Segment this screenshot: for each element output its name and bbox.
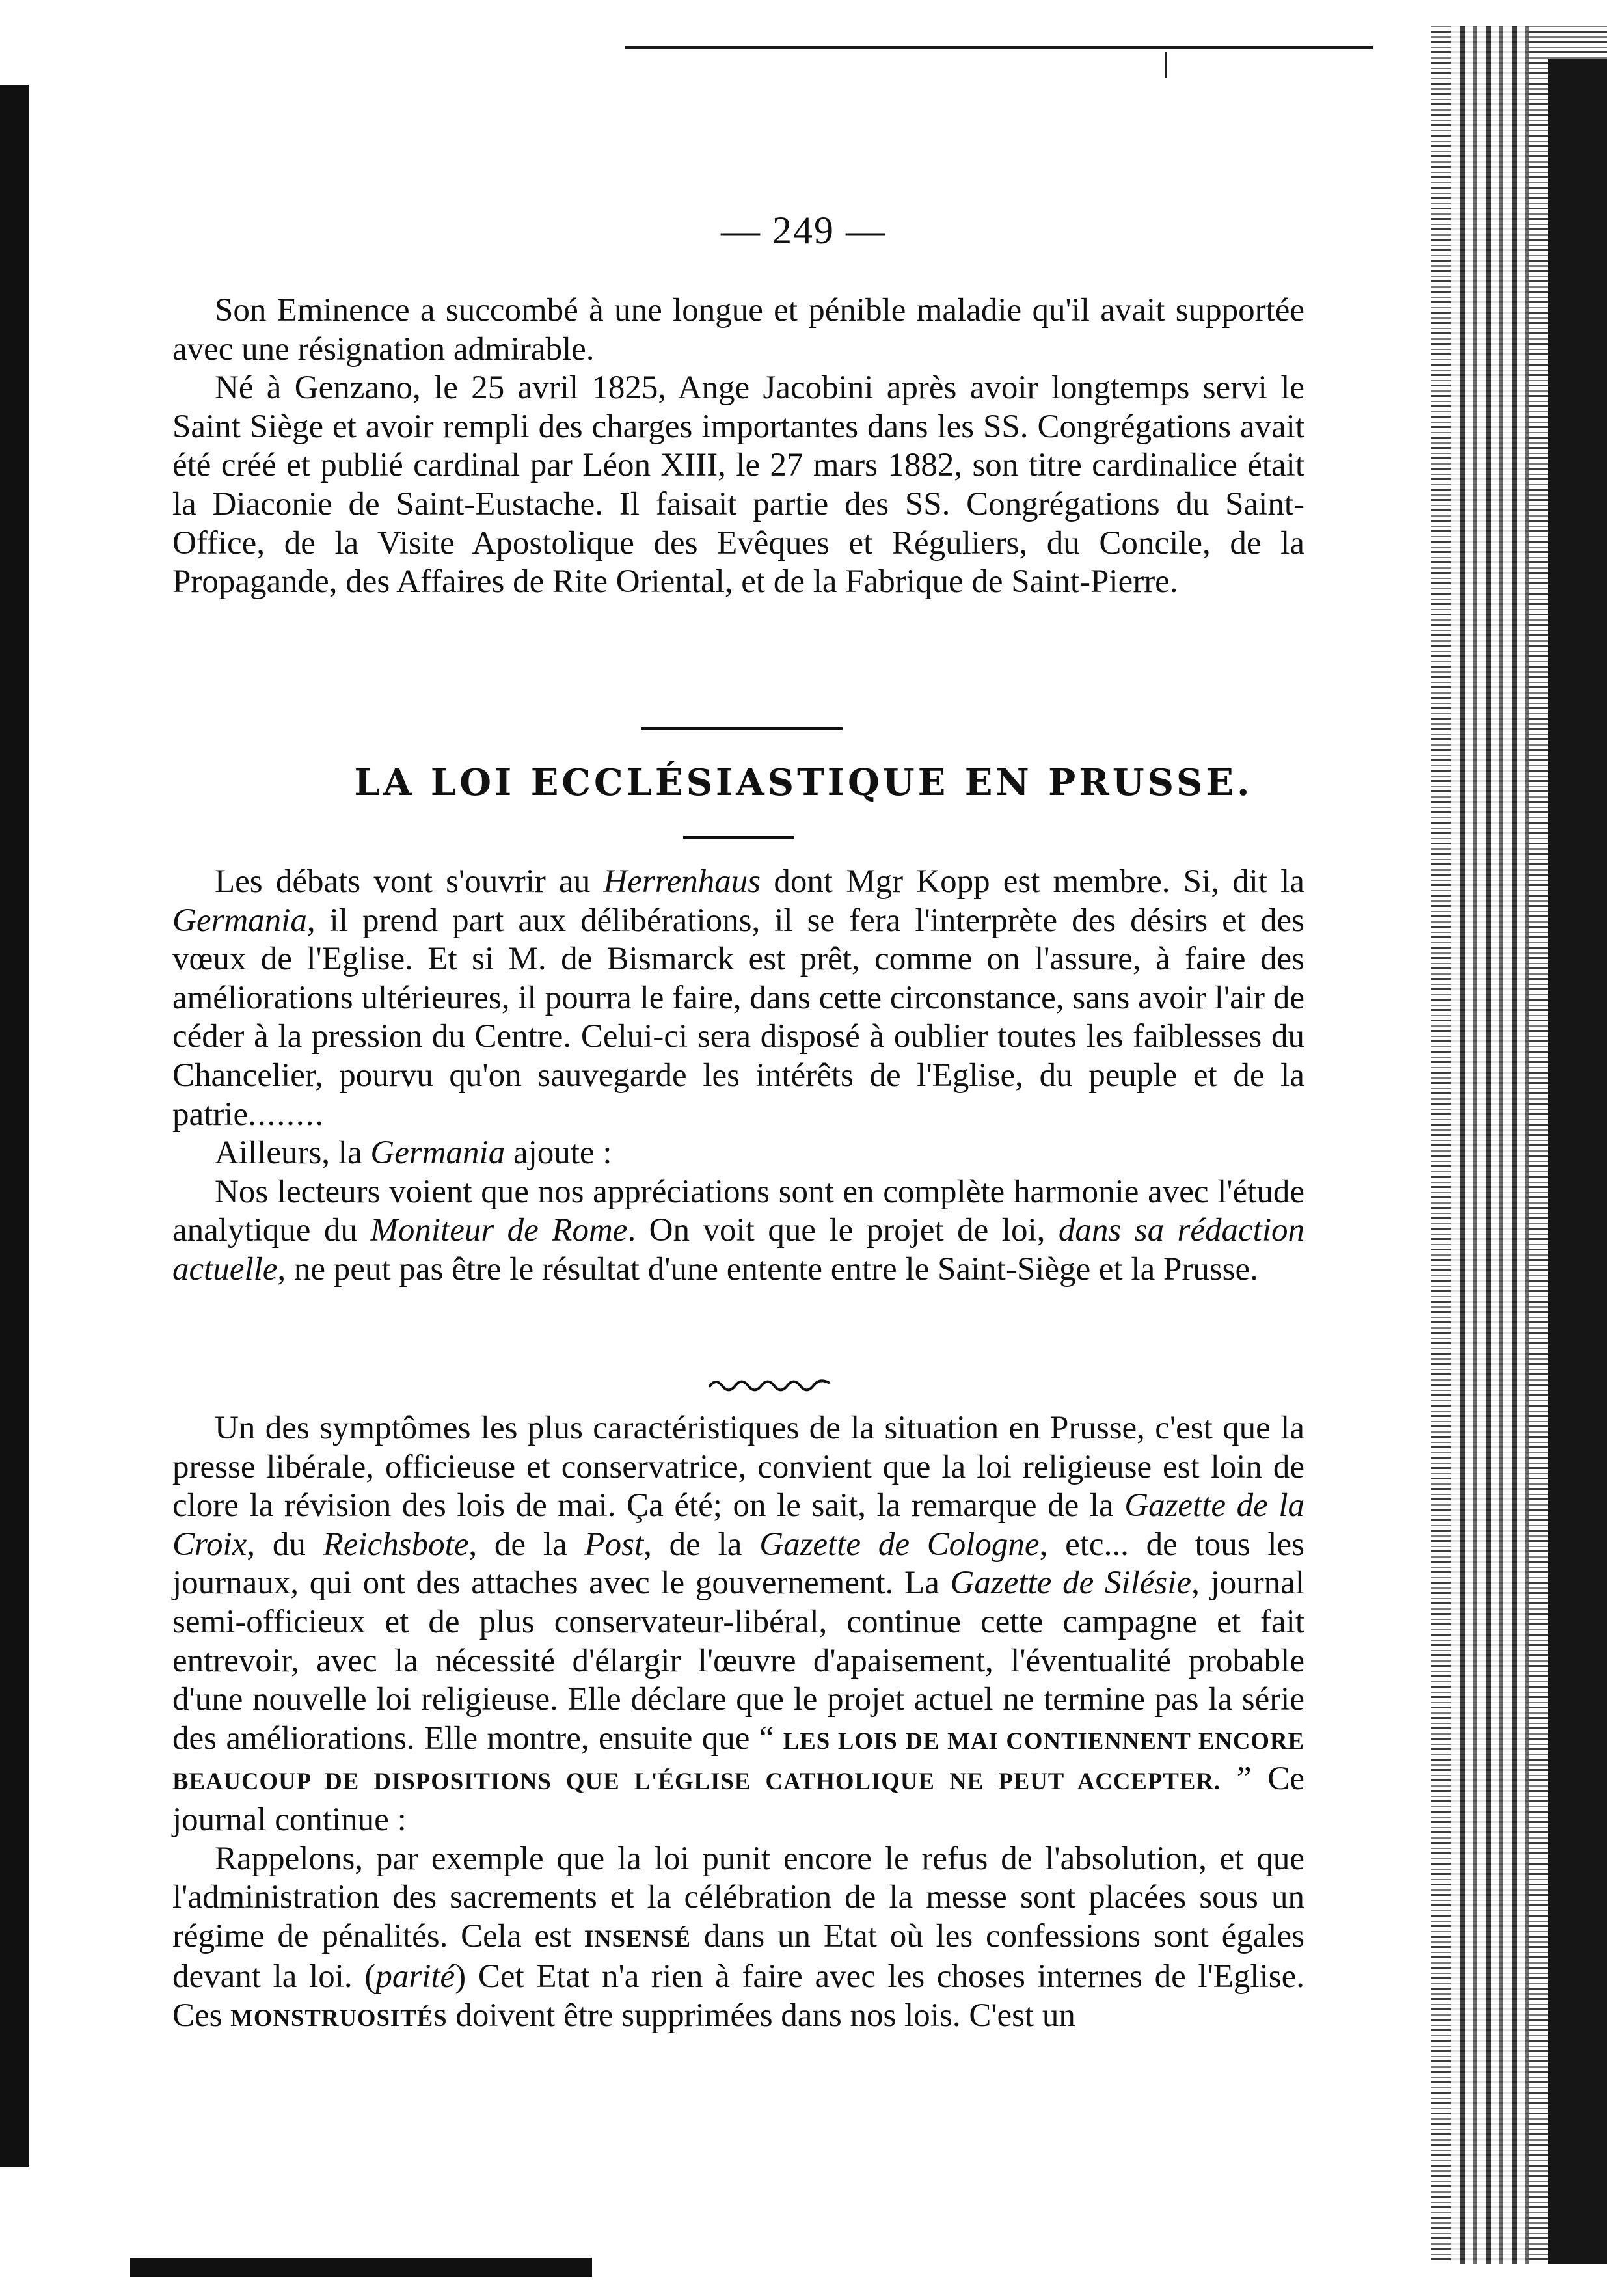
text-run: , ne peut pas être le résultat d'une entente entre le Saint-Siège et la Prusse. — [277, 1250, 1258, 1288]
text-run: Rappelons, par exemple que la loi punit encore le refus de l'absolution, et que l'administration des sacrements et la célébration de la messe sont placées sous un régime de pénalités. Cela est — [172, 1840, 1304, 1954]
italic-term: parité — [375, 1958, 455, 1995]
text-run: doivent être supprimées dans nos lois. C'est un — [447, 1997, 1075, 2034]
italic-term: Reichsbote — [323, 1526, 469, 1563]
text-run: , journal semi-officieux et de plus conservateur-libéral, continue cette campagne et fait entrevoir, avec la nécessité d'élargir l'œuvre d'apaisement, l'éventualité probable d'une nouvelle loi religieuse. Elle déclare que le projet actuel ne termine pas la série des améliorations. Elle montre, ensuite que “ — [172, 1565, 1304, 1757]
text-run: Un des symptômes les plus caractéristiques de la situation en Prusse, c'est que la presse libérale, officieuse et conservatrice, convient que la loi religieuse est loin de clore la révision des lois de mai. Ça été; on le sait, la remarque de la — [172, 1410, 1304, 1524]
paragraph — [172, 1173, 1304, 1290]
paragraph — [172, 1840, 1304, 2038]
text-run: , du — [247, 1526, 323, 1563]
page-number: — 249 — — [721, 209, 886, 252]
paragraph: Né à Genzano, le 25 avril 1825, Ange Jacobini après avoir longtemps servi le Saint Siège et avoir rempli des charges importantes dans les SS. Congrégations avait été créé et publié cardinal par Léon XIII, le 27 mars 1882, son titre cardinalice était la Diaconie de Saint-Eustache. Il faisait partie des SS. Congrégations du Saint-Office, de la Visite Apostolique des Evêques et Réguliers, du Concile, de la Propagande, des Affaires de Rite Oriental, et de la Fabrique de Saint-Pierre. — [172, 370, 1304, 601]
italic-term: Gazette de la Croix — [172, 1487, 1304, 1563]
italic-term: Post — [584, 1526, 644, 1563]
small-caps-word: INSENSÉ — [584, 1925, 691, 1952]
paragraph — [172, 863, 1304, 1134]
section-title: LA LOI ECCLÉSIASTIQUE EN PRUSSE. — [354, 761, 1253, 804]
italic-term: Gazette de Silésie — [950, 1565, 1192, 1602]
article-body-2 — [172, 1409, 1304, 2038]
italic-term: Germania — [370, 1135, 506, 1172]
scan-right-edge-texture — [1451, 26, 1529, 2264]
text-run: , de la — [468, 1526, 585, 1563]
scan-bottom-edge — [130, 2258, 592, 2277]
small-caps-word: MONSTRUOSITÉS — [230, 2004, 448, 2031]
scan-top-edge — [625, 46, 1373, 49]
text-run: Ailleurs, la — [215, 1135, 371, 1172]
section-divider — [641, 727, 843, 730]
scan-left-edge — [0, 85, 29, 2167]
text-run: ” Ce journal continue : — [172, 1761, 1304, 1838]
title-underline — [683, 836, 794, 839]
scan-right-edge-dark — [1548, 59, 1607, 2264]
italic-term: dans sa rédaction actuelle — [172, 1212, 1305, 1288]
small-caps-quote: LES LOIS DE MAI CONTIENNENT ENCORE BEAUCOUP DE DISPOSITIONS QUE L'ÉGLISE CATHOLIQUE NE PEUT ACCEPTER. — [172, 1727, 1304, 1795]
italic-term: Herrenhaus — [603, 863, 761, 900]
obituary-text — [172, 291, 1304, 602]
text-run: , de la — [643, 1526, 760, 1563]
squiggle-ornament — [706, 1374, 836, 1394]
text-run: dans un Etat où les confessions sont égales devant la loi. ( — [172, 1917, 1304, 1995]
text-run: ) Cet Etat n'a rien à faire avec les choses internes de l'Eglise. Ces — [172, 1958, 1304, 2034]
article-body-1 — [172, 863, 1304, 1290]
italic-term: Moniteur de Rome — [370, 1212, 628, 1249]
ellipsis-dots: ........ — [248, 1096, 325, 1133]
paragraph: Son Eminence a succombé à une longue et pénible maladie qu'il avait supportée avec une résignation admirable. — [172, 292, 1304, 368]
text-run: Nos lecteurs voient que nos appréciations sont en complète harmonie avec l'étude analytique du — [172, 1173, 1304, 1249]
scan-top-tick — [1165, 52, 1167, 78]
text-run: ajoute : — [505, 1135, 612, 1172]
italic-term: Gazette de Cologne — [759, 1526, 1040, 1563]
text-run: dont Mgr Kopp est membre. Si, dit la — [761, 863, 1304, 900]
paragraph — [172, 1409, 1304, 1840]
text-run: . On voit que le projet de loi, — [627, 1212, 1059, 1249]
text-run: , etc... de tous les journaux, qui ont des attaches avec le gouvernement. La — [172, 1526, 1305, 1602]
paragraph — [172, 1134, 1304, 1173]
italic-term: Germania — [172, 902, 307, 939]
text-run: Les débats vont s'ouvrir au — [215, 863, 604, 900]
text-run: , il prend part aux délibérations, il se fera l'interprète des désirs et des vœux de l'Eglise. Et si M. de Bismarck est prêt, comme on l'assure, à faire des améliorations ultérieures, il pourra le faire, dans cette circonstance, sans avoir l'air de céder à la pression du Centre. Celui-ci sera disposé à oublier toutes les faiblesses du Chancelier, pourvu qu'on sauvegarde les intérêts de l'Eglise, du peuple et de la patrie — [172, 902, 1304, 1133]
